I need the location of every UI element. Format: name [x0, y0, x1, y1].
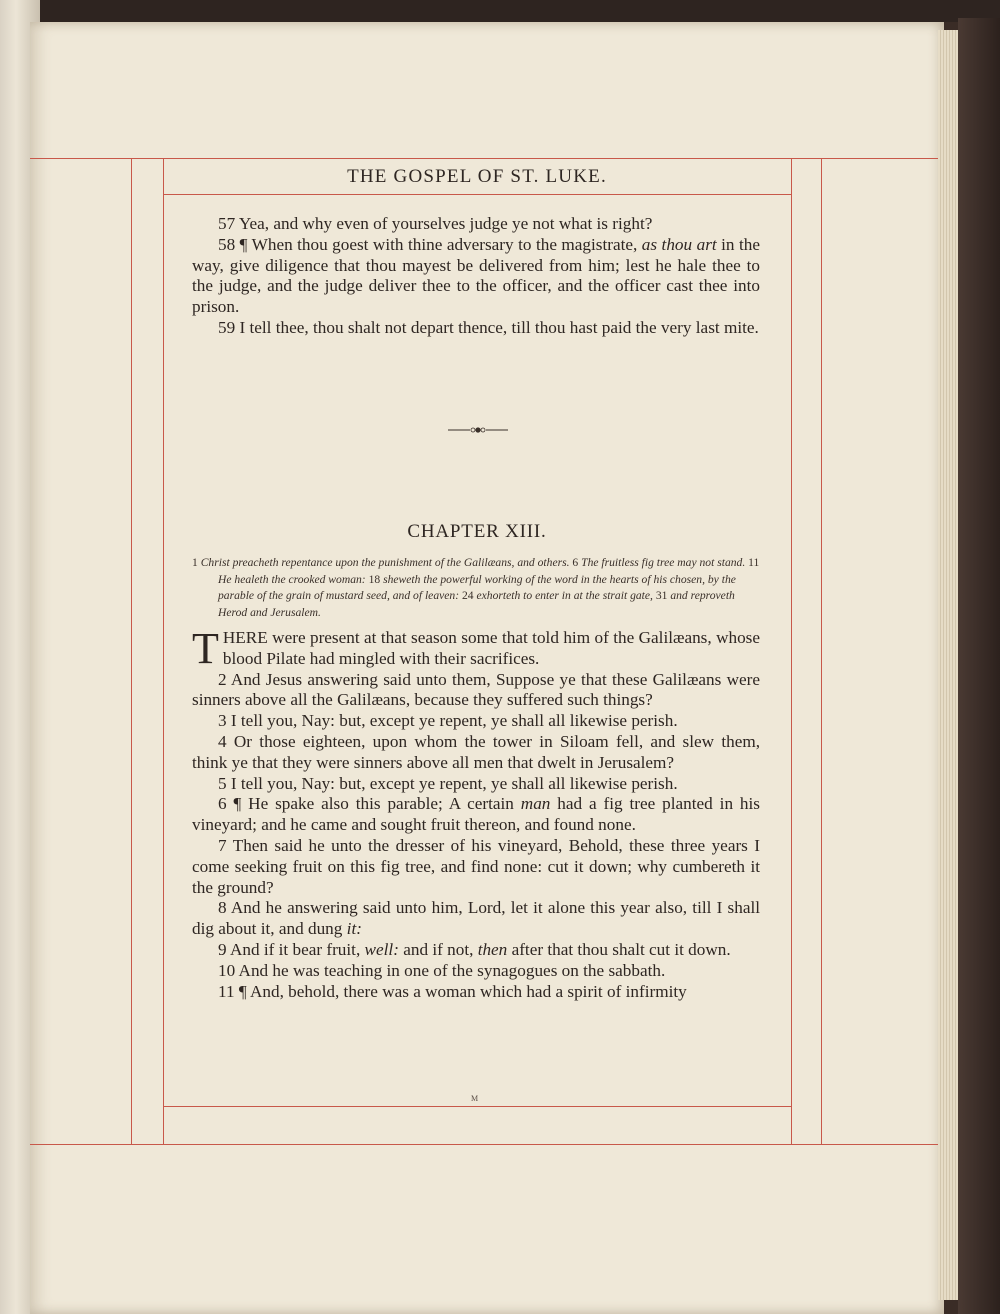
verse-10: 10 And he was teaching in one of the synagogues on the sabbath.: [218, 960, 666, 980]
verse-5: 5 I tell you, Nay: but, except ye repent, ye shall all likewise perish.: [218, 773, 678, 793]
verse-57: 57 Yea, and why even of yourselves judge ye not what is right?: [218, 214, 653, 233]
frame-rule-footer: [163, 1106, 791, 1107]
verse-58: 58 ¶ When thou goest with thine adversary to the magistrate, as thou art in the way, give diligence that thou mayest be delivered from him; lest he hale thee to the judge, and the judge deliver thee to the officer, and the officer cast thee into prison.: [192, 234, 760, 317]
frame-rule-header: [163, 194, 791, 195]
verse-11: 11 ¶ And, behold, there was a woman which had a spirit of infirmity: [218, 981, 687, 1001]
verse-3: 3 I tell you, Nay: but, except ye repent, ye shall all likewise perish.: [218, 711, 678, 731]
running-head: THE GOSPEL OF ST. LUKE.: [347, 166, 607, 187]
verse-59: 59 I tell thee, thou shalt not depart thence, till thou hast paid the very last mite.: [218, 317, 759, 337]
verse-8: 8 And he answering said unto him, Lord, let it alone this year also, till I shall dig about it, and dung it:: [192, 898, 760, 939]
frame-rule-bottom: [30, 1144, 938, 1145]
signature-mark: M: [471, 1094, 479, 1103]
verse-1: THERE were present at that season some that told him of the Galilæans, whose blood Pilate had mingled with their sacrifices.: [192, 624, 760, 673]
chapter-summary: 1 Christ preacheth repentance upon the punishment of the Galilæans, and others. 6 The fruitless fig tree may not stand. 11 He healeth the crooked woman: 18 sheweth the powerful working of the word in the hearts of his chosen, by the parable of the grain of mustard seed, and of leaven: 24 exhorteth to enter in at the strait gate, 31 and reproveth Herod and Jerusalem.: [192, 556, 760, 619]
frame-rule-right-outer: [821, 158, 822, 1144]
ornament-divider: [448, 424, 508, 436]
verse-9: 9 And if it bear fruit, well: and if not, then after that thou shalt cut it down.: [218, 939, 731, 959]
frame-rule-left-outer: [131, 158, 132, 1144]
verse-2: 2 And Jesus answering said unto them, Suppose ye that these Galilæans were sinners above all the Galilæans, because they suffered such things?: [192, 669, 760, 710]
chapter-verses: [192, 624, 760, 1002]
chapter-title: CHAPTER XIII.: [407, 521, 547, 542]
frame-rule-left-inner: [163, 158, 164, 1144]
verse-6: 6 ¶ He spake also this parable; A certain man had a fig tree planted in his vineyard; and he came and sought fruit thereon, and found none.: [192, 794, 760, 835]
book-cover-right: [958, 18, 1000, 1314]
page-stack-edge: [938, 30, 960, 1300]
frame-rule-top: [30, 158, 938, 159]
book-cover-top: [40, 0, 1000, 22]
drop-cap: T: [192, 624, 219, 673]
frame-rule-right-inner: [791, 158, 792, 1144]
verse-7: 7 Then said he unto the dresser of his vineyard, Behold, these three years I come seeking fruit on this fig tree, and find none: cut it down; why cumbereth it the ground?: [192, 835, 760, 897]
previous-chapter-verses: [192, 214, 760, 339]
verse-4: 4 Or those eighteen, upon whom the tower in Siloam fell, and slew them, think ye that they were sinners above all men that dwelt in Jerusalem?: [192, 731, 760, 772]
